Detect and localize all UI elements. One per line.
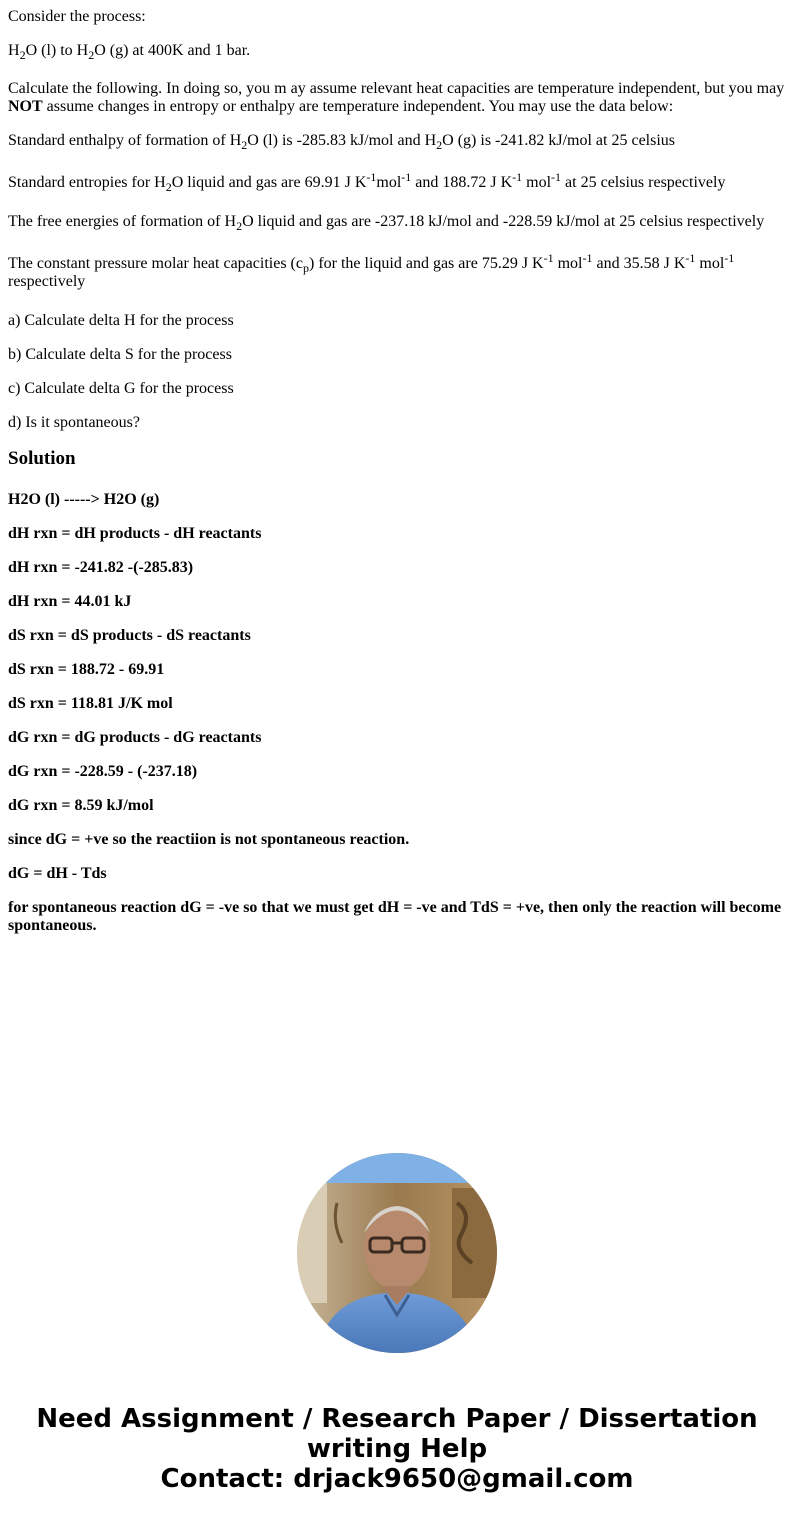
entropy-sup-c: -1 (401, 170, 412, 184)
heat-capacity-sup-d: -1 (685, 251, 696, 265)
entropy-part-c: mol (376, 174, 402, 191)
process-sub-b: 2 (88, 48, 95, 62)
promo-contact: Contact: drjack9650@gmail.com (160, 1464, 634, 1494)
entropy-data (8, 170, 726, 194)
entropy-part-d: and 188.72 J K (411, 174, 513, 191)
solution-line: H2O (l) -----> H2O (g) (8, 491, 160, 508)
heat-capacity-part-f: respectively (8, 273, 86, 290)
enthalpy-part-c: O (g) is -241.82 kJ/mol at 25 celsius (442, 132, 676, 149)
question-part-c: c) Calculate delta G for the process (8, 380, 234, 397)
free-energy-part-b: O liquid and gas are -237.18 kJ/mol and -228.59 kJ/mol at 25 celsius respectively (242, 213, 765, 230)
process-sub-a: 2 (19, 48, 26, 62)
solution-line: dG = dH - Tds (8, 865, 107, 882)
promo-line-1: Need Assignment / Research Paper / Dissertation (36, 1404, 758, 1434)
instructions-part-1: Calculate the following. In doing so, you m ay assume relevant heat capacities are temperature independent, but you may (8, 80, 785, 97)
solution-line: for spontaneous reaction dG = -ve so that we must get dH = -ve and TdS = +ve, then only the reaction will become spontaneous. (8, 899, 782, 934)
entropy-sub-a: 2 (165, 180, 172, 194)
solution-line: dG rxn = dG products - dG reactants (8, 729, 262, 746)
enthalpy-part-a: Standard enthalpy of formation of H (8, 132, 242, 149)
instructions-part-2: assume changes in entropy or enthalpy are temperature independent. You may use the data below: (42, 98, 674, 115)
free-energy-part-a: The free energies of formation of H (8, 213, 237, 230)
free-energy-data (8, 213, 764, 231)
instructions-text (8, 80, 786, 116)
process-equation (8, 42, 250, 60)
entropy-part-a: Standard entropies for H (8, 174, 166, 191)
solution-line: dS rxn = dS products - dS reactants (8, 627, 251, 644)
heat-capacity-part-b: ) for the liquid and gas are 75.29 J K (308, 255, 544, 272)
solution-heading: Solution (8, 448, 76, 469)
enthalpy-sub-a: 2 (241, 138, 248, 152)
process-part-c: O (g) at 400K and 1 bar. (94, 42, 251, 59)
entropy-part-e: mol (522, 174, 552, 191)
solution-line: since dG = +ve so the reactiion is not spontaneous reaction. (8, 831, 410, 848)
question-part-a: a) Calculate delta H for the process (8, 312, 234, 329)
entropy-sup-d: -1 (512, 170, 523, 184)
entropy-part-f: at 25 celsius respectively (561, 174, 726, 191)
solution-line: dH rxn = -241.82 -(-285.83) (8, 559, 194, 576)
enthalpy-part-b: O (l) is -285.83 kJ/mol and H (247, 132, 437, 149)
heat-capacity-sup-b: -1 (543, 251, 554, 265)
process-part-a: H (8, 42, 20, 59)
enthalpy-sub-b: 2 (436, 138, 443, 152)
entropy-sup-e: -1 (551, 170, 562, 184)
avatar-portrait-image (297, 1153, 497, 1353)
solution-line: dS rxn = 118.81 J/K mol (8, 695, 173, 712)
solution-line: dS rxn = 188.72 - 69.91 (8, 661, 165, 678)
heat-capacity-part-a: The constant pressure molar heat capacities (c (8, 255, 303, 272)
heat-capacity-part-c: mol (553, 255, 583, 272)
entropy-part-b: O liquid and gas are 69.91 J K (171, 174, 367, 191)
process-part-b: O (l) to H (25, 42, 89, 59)
heat-capacity-sup-e: -1 (724, 251, 735, 265)
question-part-d: d) Is it spontaneous? (8, 414, 140, 431)
heat-capacity-part-d: and 35.58 J K (592, 255, 686, 272)
heat-capacity-part-e: mol (695, 255, 725, 272)
entropy-sup-b: -1 (366, 170, 377, 184)
instructions-not: NOT (8, 98, 43, 115)
promo-line-2: writing Help (306, 1434, 488, 1464)
solution-line: dG rxn = -228.59 - (-237.18) (8, 763, 198, 780)
heat-capacity-sup-c: -1 (582, 251, 593, 265)
free-energy-sub-a: 2 (236, 219, 243, 233)
enthalpy-data (8, 132, 675, 150)
avatar (297, 1153, 497, 1353)
question-part-b: b) Calculate delta S for the process (8, 346, 232, 363)
promo-banner (0, 1404, 794, 1494)
heat-capacity-sub-a: p (302, 261, 309, 275)
solution-line: dH rxn = 44.01 kJ (8, 593, 132, 610)
heat-capacity-data (8, 251, 786, 291)
solution-line: dG rxn = 8.59 kJ/mol (8, 797, 154, 814)
solution-line: dH rxn = dH products - dH reactants (8, 525, 262, 542)
intro-text: Consider the process: (8, 8, 146, 25)
